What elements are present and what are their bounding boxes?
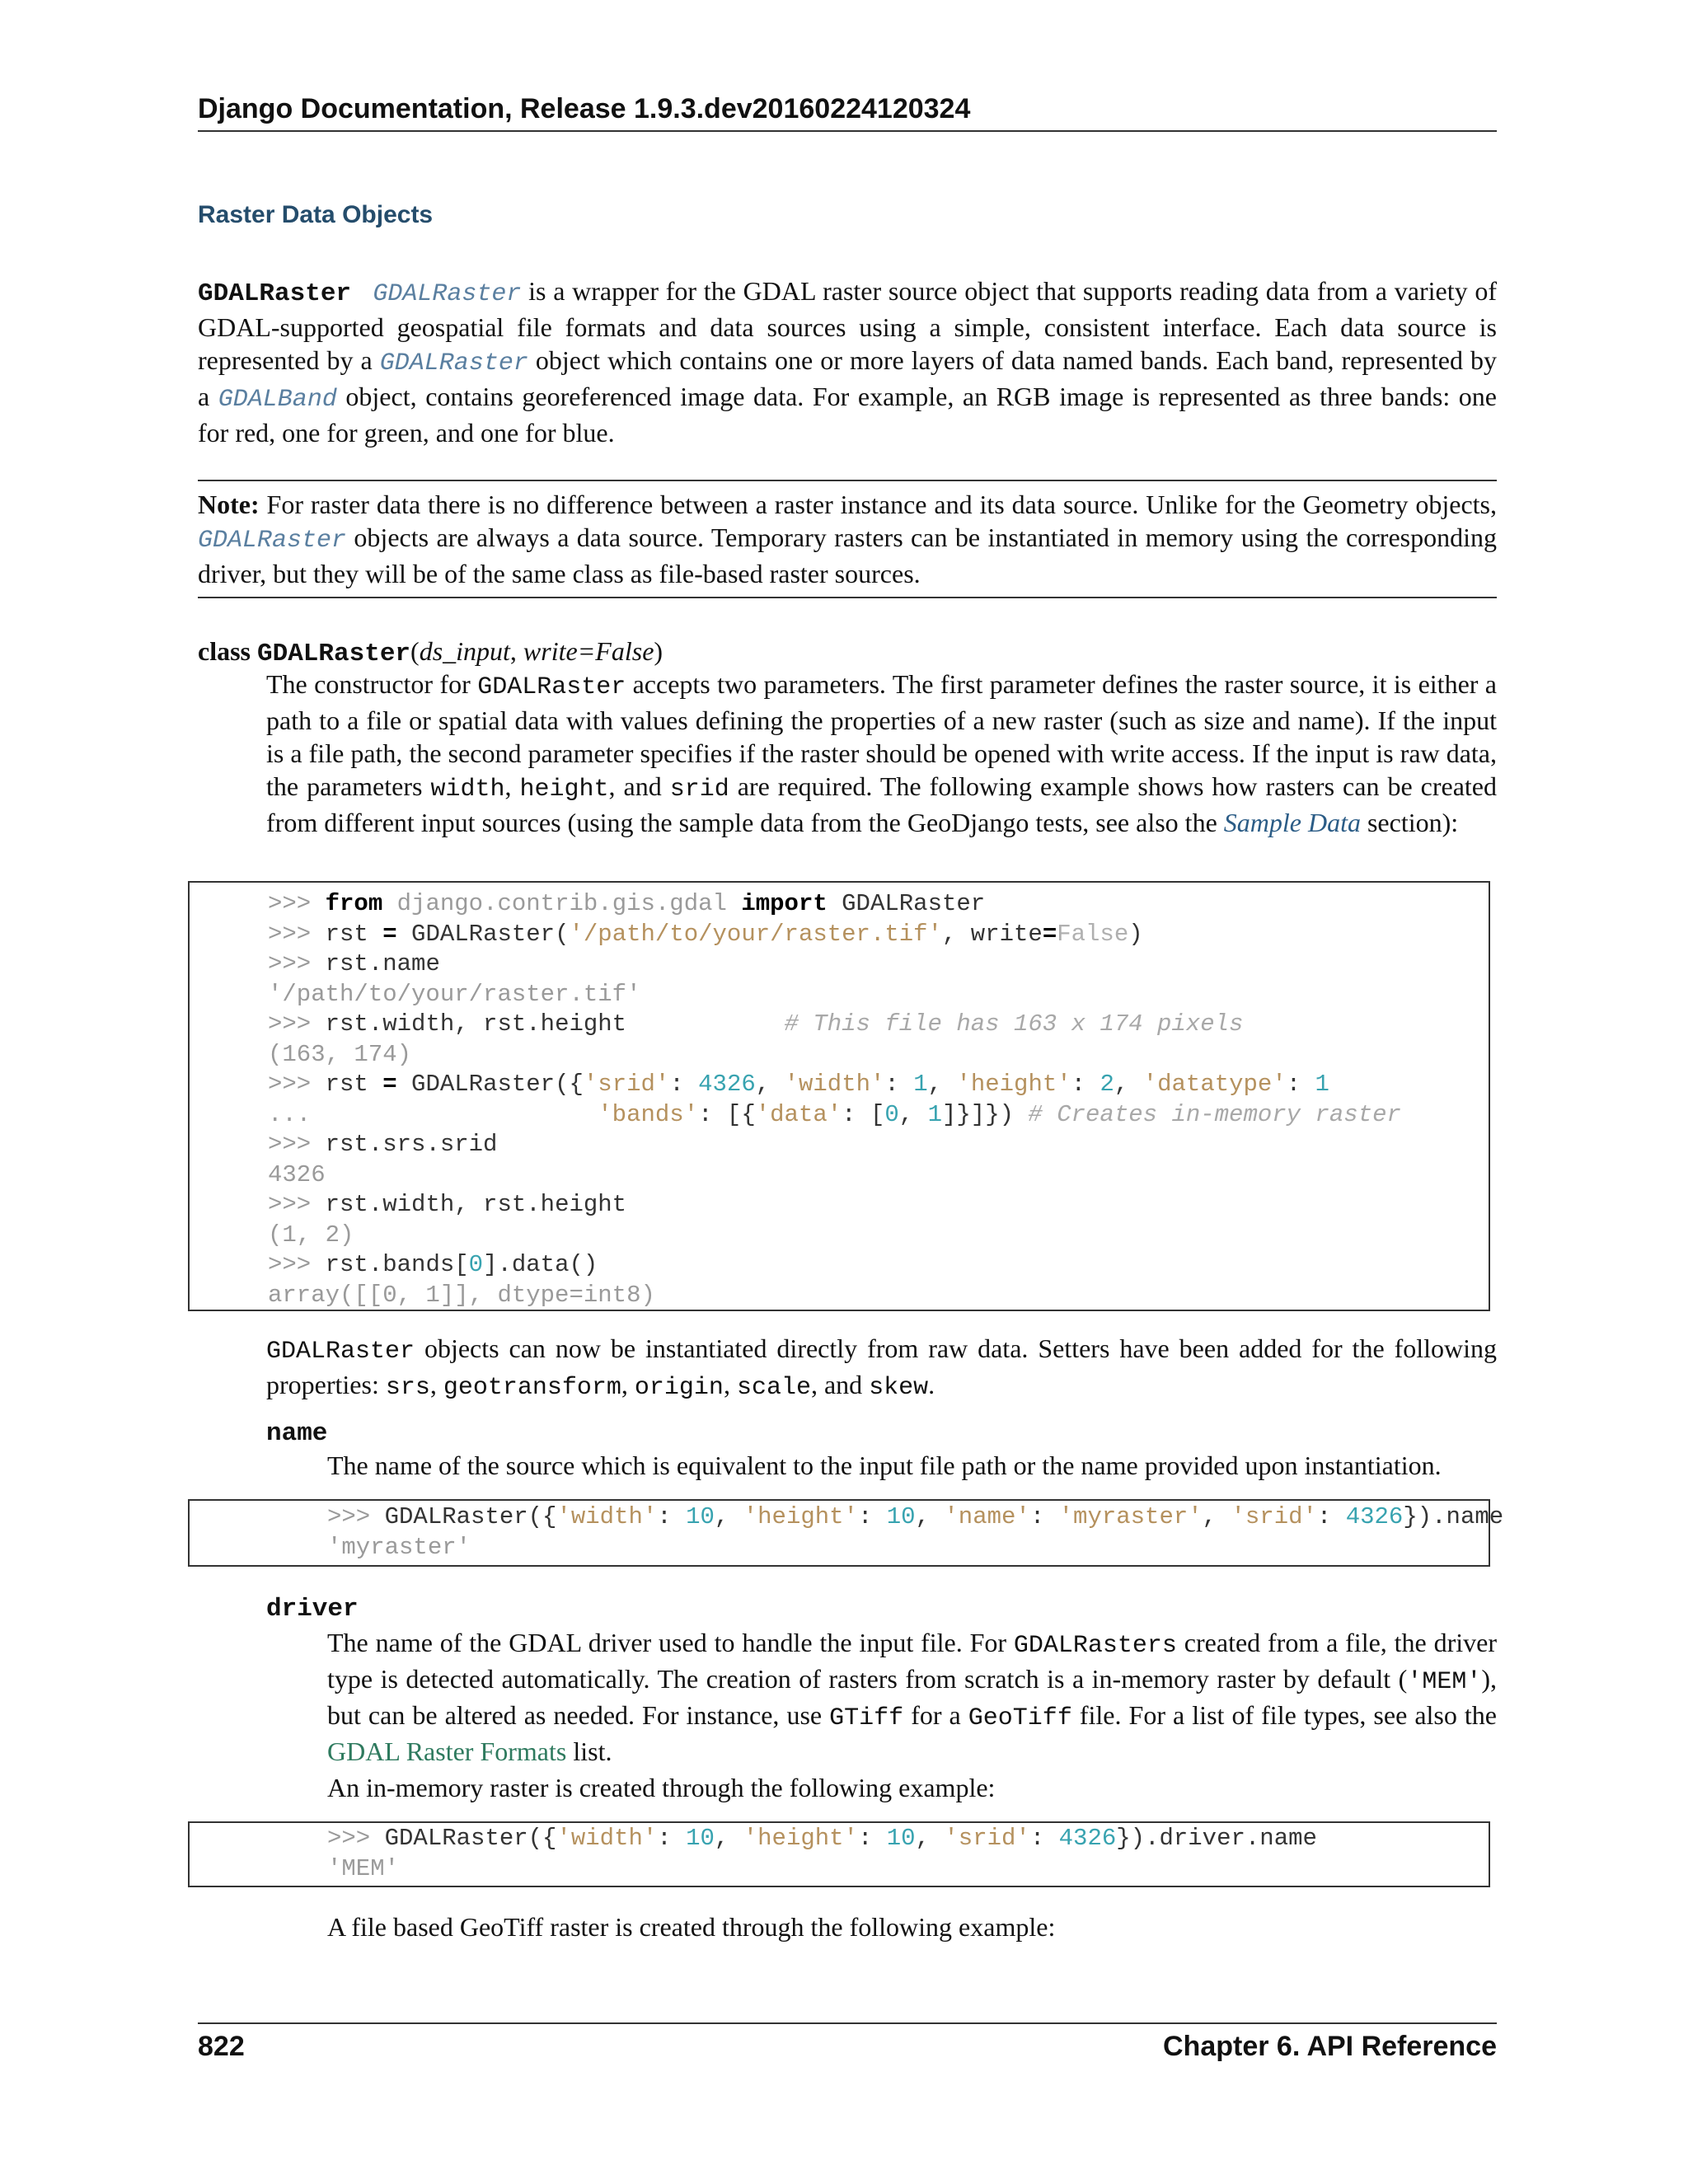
driver-attribute-label: driver [266,1595,359,1624]
code-block-3-content [327,1824,1317,1884]
driver-text-2: created from a file, the driver type is detected automatically. The creation of rasters from scratch is a in-memory raster by default ( [327,1628,1498,1694]
in-memory-intro: An in-memory raster is created through the following example: [327,1773,996,1802]
ctor-code-height: height [519,776,609,804]
note-text-2: objects are always a data source. Temporary rasters can be instantiated in memory using the corresponding driver, but they will be of the same class as file-based raster sources. [198,523,1497,588]
code-line: 'MEM' [327,1854,400,1882]
setters-text: objects can now be instantiated directly from raw data. Setters have been added for the following properties: [266,1333,1497,1399]
intro-text-3: object, contains georeferenced image data. For example, an RGB image is represented as three bands: one for red, one for green, and one for blue. [198,382,1498,448]
gdalraster-link[interactable]: GDALRaster [373,280,522,308]
header-title: Django Documentation, Release 1.9.3.dev20160224120324 [198,93,971,124]
section-title: Raster Data Objects [198,201,434,228]
class-keyword: class [198,636,251,666]
setters-code-origin: origin [634,1374,724,1402]
gdal-raster-formats-link[interactable]: GDAL Raster Formats [327,1736,567,1766]
code-line: ... 'bands': [{'data': [0, 1]}]}) # Creates in-memory raster [268,1100,1401,1128]
code-line: 'myraster' [327,1533,471,1561]
ctor-text-3: section): [1360,808,1459,837]
code-line: (1, 2) [268,1221,354,1249]
code-line: '/path/to/your/raster.tif' [268,980,641,1008]
ctor-code-srid: srid [669,776,729,804]
code-line: >>> rst.name [268,950,440,977]
code-line: >>> rst.width, rst.height [268,1191,627,1218]
code-block-2 [188,1499,1504,1567]
note-top-rule [198,480,1497,481]
setters-code-skew: skew [869,1374,929,1402]
geotiff-intro: A file based GeoTiff raster is created through the following example: [327,1912,1056,1942]
note-text-1: For raster data there is no difference between a raster instance and its data source. Unlike for the Geometry objects, [259,490,1497,519]
driver-text-4: for a [903,1700,968,1730]
code-block-1-content [268,889,1401,1310]
setters-code-srs: srs [385,1374,430,1402]
chapter-title: Chapter 6. API Reference [1163,2031,1497,2062]
code-line: >>> rst.bands[0].data() [268,1251,598,1278]
driver-code-gtiff: GTiff [829,1704,904,1732]
running-header [198,92,1497,132]
intro-text-2: object which contains one or more layers of data named bands. Each band, represented by a [198,345,1498,411]
code-line: array([[0, 1]], dtype=int8) [268,1281,655,1309]
code-line: >>> from django.contrib.gis.gdal import GDALRaster [268,890,986,917]
code-line: 4326 [268,1160,326,1188]
constructor-paragraph [266,668,1497,839]
gdalraster-link[interactable]: GDALRaster [379,349,528,377]
code-block-3 [188,1821,1490,1887]
intro-term: GDALRaster [198,279,352,308]
ctor-text-2: are required. The following example shows how rasters can be created from different input sources (using the sample data from the GeoDjango tests, see also the [266,771,1497,837]
setters-paragraph [266,1332,1497,1404]
intro-paragraph [198,274,1497,449]
setters-code-geotransform: geotransform [443,1374,621,1402]
code-line: >>> rst = GDALRaster({'srid': 4326, 'width': 1, 'height': 2, 'datatype': 1 [268,1071,1329,1098]
gdalband-link[interactable]: GDALBand [218,386,337,414]
class-signature [198,635,663,671]
driver-attribute-desc [327,1626,1497,1768]
driver-text-1: The name of the GDAL driver used to handle the input file. For [327,1628,1014,1657]
setters-code-scale: scale [736,1374,811,1402]
setters-sep: , and [810,1370,870,1399]
code-block-1 [188,881,1490,1311]
sample-data-link[interactable]: Sample Data [1223,808,1361,837]
note-label: Note: [198,490,260,519]
ctor-sep-1: , [504,771,520,801]
page-footer [198,2022,1497,2065]
code-block-2-content [327,1502,1503,1563]
driver-text-3: ), but can be altered as needed. For instance, use [327,1664,1497,1730]
setters-sep: , [723,1370,737,1399]
driver-code-gdalrasters: GDALRasters [1013,1632,1177,1660]
ctor-code-1: GDALRaster [477,673,626,701]
note-block [198,488,1497,590]
driver-code-geotiff: GeoTiff [968,1704,1072,1732]
page-number: 822 [198,2031,245,2062]
code-line: >>> rst.srs.srid [268,1131,498,1158]
ctor-code-width: width [430,776,505,804]
intro-text-1: is a wrapper for the GDAL raster source object that supports reading data from a variety of GDAL-supported geospatial file formats and data sources using a simple, consistent interface. Each data source is represented by a [198,276,1498,375]
name-attribute-label: name [266,1419,328,1448]
code-line: >>> rst = GDALRaster('/path/to/your/raster.tif', write=False) [268,920,1143,948]
code-line: >>> GDALRaster({'width': 10, 'height': 10, 'srid': 4326}).driver.name [327,1825,1317,1852]
setters-sep: . [928,1370,935,1399]
ctor-text-0: The constructor for [266,669,478,699]
code-line: (163, 174) [268,1040,412,1068]
arg-sep: , [509,636,523,666]
setters-sep: , [621,1370,635,1399]
gdalraster-link[interactable]: GDALRaster [198,527,347,555]
ctor-text-1: accepts two parameters. The first parameter defines the raster source, it is either a path to a file or spatial data with values defining the properties of a new raster (such as size and name). If the input is a file path, the second parameter specifies if the raster should be opened with write access. If the input is raw data, the parameters [266,669,1498,801]
ctor-sep-2: , and [608,771,670,801]
arg-ds-input: ds_input [419,636,510,666]
driver-text-5: file. For a list of file types, see also the [1071,1700,1498,1730]
name-attribute-desc: The name of the source which is equivalent to the input file path or the name provided upon instantiation. [327,1451,1442,1480]
note-bottom-rule [198,597,1497,598]
setters-code-gdalraster: GDALRaster [266,1338,415,1366]
paren-close: ) [654,636,663,666]
code-line: >>> GDALRaster({'width': 10, 'height': 10, 'name': 'myraster', 'srid': 4326}).name [327,1503,1504,1530]
class-name: GDALRaster [257,640,411,668]
driver-text-6: list. [566,1736,612,1766]
driver-code-mem: 'MEM' [1407,1668,1482,1696]
code-line: >>> rst.width, rst.height # This file has 163 x 174 pixels [268,1010,1244,1038]
arg-write: write=False [523,636,654,666]
paren-open: ( [410,636,420,666]
setters-sep: , [429,1370,443,1399]
